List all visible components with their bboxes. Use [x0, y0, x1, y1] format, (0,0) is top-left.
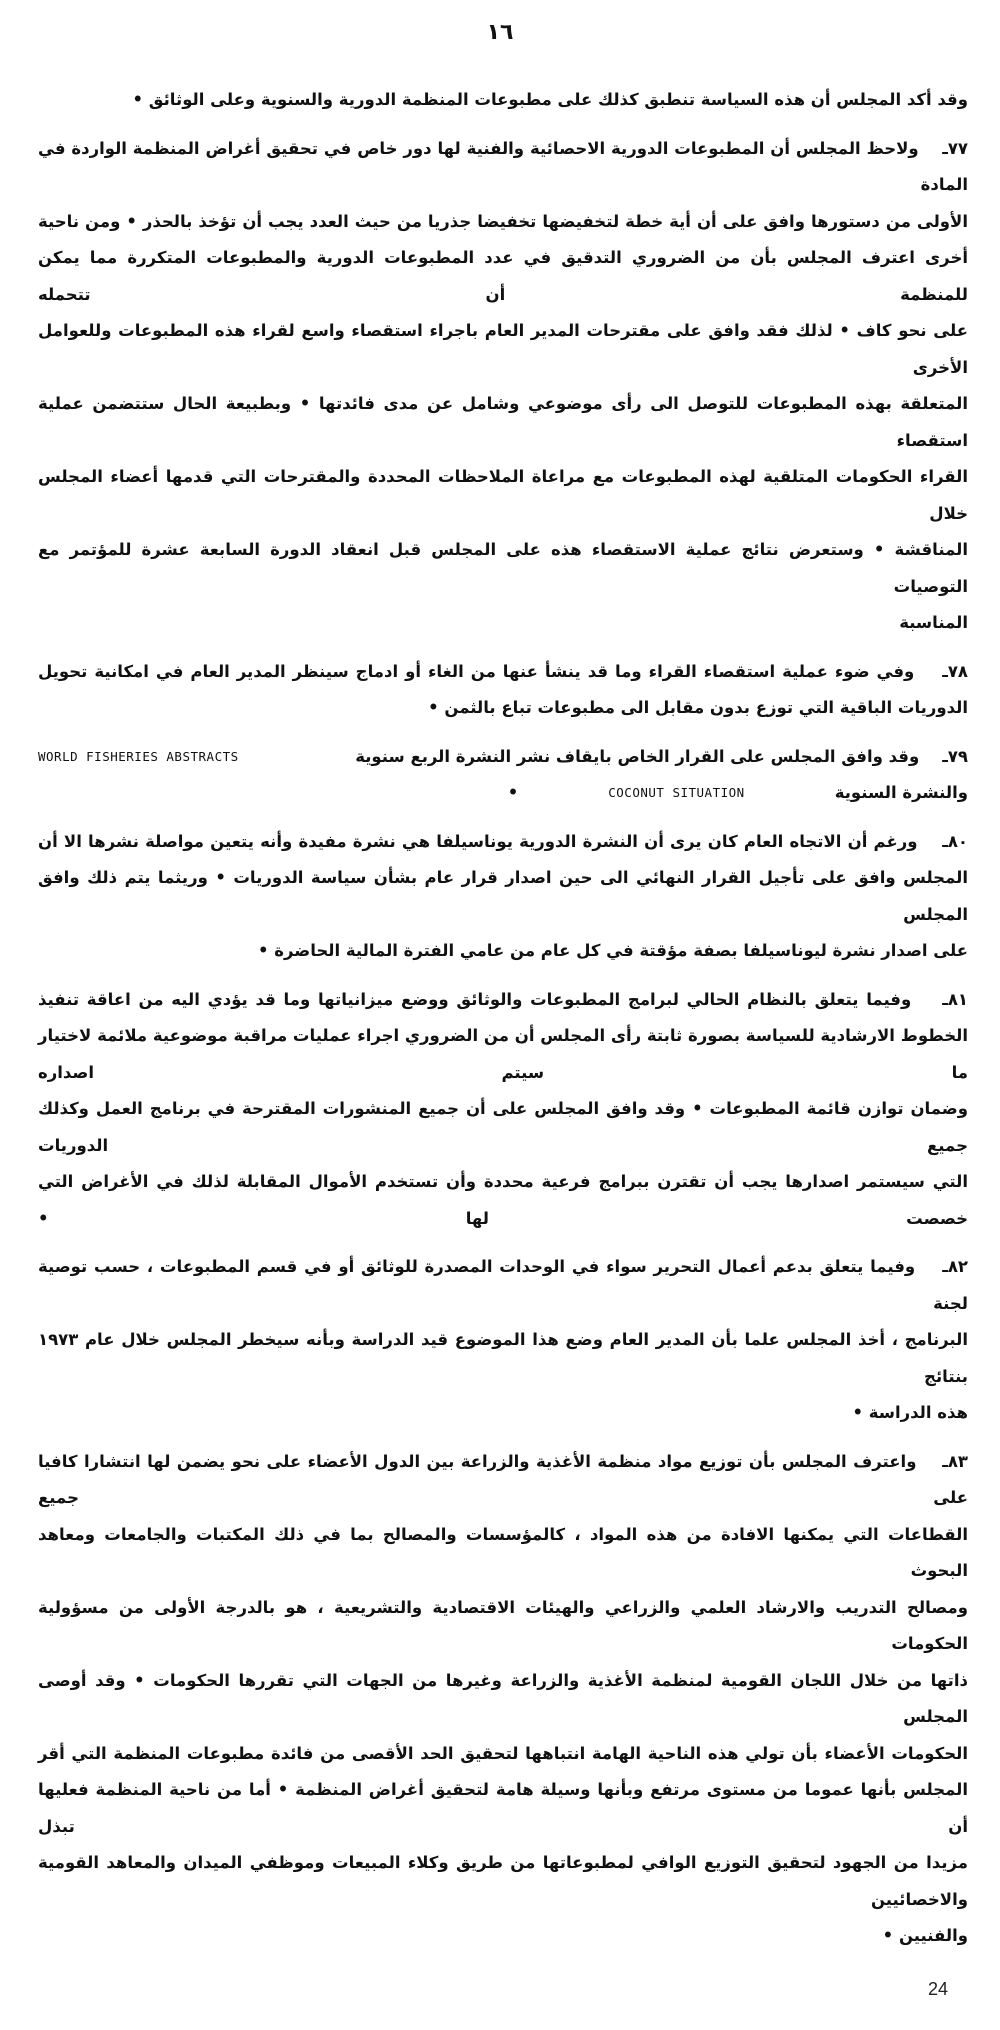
paragraph-number: ٨١ـ: [942, 989, 968, 1009]
text-run: والنشرة السنوية: [834, 783, 968, 802]
page-number-top: ١٦: [486, 20, 514, 45]
text-run: ولاحظ المجلس أن المطبوعات الدورية الاحصائية والفنية لها دور خاص في تحقيق أغراض المنظمة الواردة في المادة: [38, 138, 968, 194]
paragraph-79: [38, 739, 968, 812]
text-line: المتعلقة بهذه المطبوعات للتوصل الى رأى موضوعي وشامل عن مدى فائدتها • وبطبيعة الحال ستتضمن عملية استقصاء: [38, 394, 968, 450]
text-line: والفنيين •: [882, 1926, 968, 1945]
paragraph-number: ٧٨ـ: [942, 661, 968, 681]
text-line: على اصدار نشرة ليوناسيلفا بصفة مؤقتة في كل عام من عامي الفترة المالية الحاضرة •: [257, 941, 968, 960]
text-line: المناقشة • وستعرض نتائج عملية الاستقصاء هذه على المجلس قبل انعقاد الدورة السابعة عشرة للمؤتمر مع التوصيات: [38, 540, 968, 596]
text-run: [355, 739, 968, 776]
text-line: وضمان توازن قائمة المطبوعات • وقد وافق المجلس على أن جميع المنشورات المقترحة في برنامج العمل وكذلك جميع الدوريات: [38, 1099, 968, 1155]
text-line: [38, 739, 968, 776]
page-number-bottom: 24: [927, 1978, 948, 1999]
text-line: وقد أكد المجلس أن هذه السياسة تنطبق كذلك على مطبوعات المنظمة الدورية والسنوية وعلى الوثائق •: [132, 90, 968, 109]
paragraph-number: ٨٢ـ: [942, 1257, 968, 1276]
paragraph-83: [38, 1444, 968, 1955]
text-line: القراء الحكومات المتلقية لهذه المطبوعات مع مراعاة الملاحظات المحددة والمقترحات التي قدمها أعضاء المجلس خلال: [38, 467, 968, 523]
text-line: الخطوط الارشادية للسياسة بصورة ثابتة رأى المجلس أن من الضروري اجراء عمليات مراقبة موضوعية ملائمة لاختيار ما سيتم اصداره: [38, 1026, 968, 1082]
paragraph-intro: [38, 82, 968, 119]
text-line: على نحو كاف • لذلك فقد وافق على مقترحات المدير العام باجراء استقصاء واسع لقراء هذه المطبوعات وللعوامل الأخرى: [38, 321, 968, 377]
text-line: المجلس بأنها عموما من مستوى مرتفع وبأنها وسيلة هامة لتحقيق أغراض المنظمة • أما من ناحية المنظمة فعليها أن تبذل: [38, 1780, 968, 1836]
paragraph-78: [38, 654, 968, 727]
text-run: وقد وافق المجلس على القرار الخاص بايقاف نشر النشرة الربع سنوية: [355, 746, 920, 766]
full-stop: •: [507, 783, 519, 802]
paragraph-number: ٧٧ـ: [942, 138, 968, 158]
text-line: الحكومات الأعضاء بأن تولي هذه الناحية الهامة انتباهها لتحقيق الحد الأقصى من فائدة مطبوعات المنظمة التي أقر: [38, 1743, 968, 1763]
publication-title-coconut-situation: COCONUT SITUATION: [608, 785, 745, 800]
text-line: [38, 982, 968, 1019]
text-line: أخرى اعترف المجلس بأن من الضروري التدقيق في عدد المطبوعات الدورية والمطبوعات المتكررة مما يمكن للمنظمة أن تتحمله: [38, 248, 968, 304]
text-line: المناسبة: [899, 613, 968, 632]
text-run: وفيما يتعلق بدعم أعمال التحرير سواء في الوحدات المصدرة للوثائق أو في قسم المطبوعات ، حسب توصية لجنة: [38, 1257, 968, 1313]
text-line: المجلس وافق على تأجيل القرار النهائي الى حين اصدار قرار عام بشأن سياسة الدوريات • وريثما يتم ذلك وافق المجلس: [38, 868, 968, 924]
text-line: [38, 775, 968, 812]
text-line: [38, 654, 968, 691]
paragraph-number: ٧٩ـ: [942, 746, 968, 766]
text-line: التي سيستمر اصدارها يجب أن تقترن ببرامج فرعية محددة وأن تستخدم الأموال المقابلة لذلك في الأغراض التي خصصت لها •: [38, 1172, 968, 1228]
text-line: [38, 1444, 968, 1517]
text-line: الدوريات الباقية التي توزع بدون مقابل الى مطبوعات تباع بالثمن •: [428, 698, 968, 717]
paragraph-number: ٨٣ـ: [942, 1451, 969, 1471]
text-line: مزيدا من الجهود لتحقيق التوزيع الوافي لمطبوعاتها من طريق وكلاء المبيعات وموظفي الميدان والمعاهد القومية والاخصائيين: [38, 1853, 968, 1909]
document-body: [38, 82, 968, 1955]
text-line: ومصالح التدريب والارشاد العلمي والزراعي والهيئات الاقتصادية والتشريعية ، هو بالدرجة الأولى من مسؤولية الحكومات: [38, 1597, 968, 1653]
text-run: واعترف المجلس بأن توزيع مواد منظمة الأغذية والزراعة بين الدول الأعضاء على نحو يضمن لها انتشارا كافيا على جميع: [38, 1451, 968, 1507]
text-run: ورغم أن الاتجاه العام كان يرى أن النشرة الدورية يوناسيلفا هي نشرة مفيدة وأنه يتعين مواصلة نشرها الا أن: [38, 831, 918, 851]
text-line: البرنامج ، أخذ المجلس علما بأن المدير العام وضع هذا الموضوع قيد الدراسة وبأنه سيخطر المجلس خلال عام ١٩٧٣ بنتائج: [38, 1330, 968, 1386]
text-run: وفي ضوء عملية استقصاء القراء وما قد ينشأ عنها من الغاء أو ادماج سينظر المدير العام في امكانية تحويل: [38, 661, 915, 681]
text-line: ذاتها من خلال اللجان القومية لمنظمة الأغذية والزراعة وغيرها من الجهات التي تقررها الحكومات • وقد أوصى المجلس: [38, 1670, 968, 1726]
text-run: وفيما يتعلق بالنظام الحالي لبرامج المطبوعات والوثائق ووضع ميزانياتها وما قد يؤدي اليه من اعاقة تنفيذ: [38, 989, 912, 1009]
text-line: هذه الدراسة •: [852, 1403, 968, 1422]
paragraph-81: [38, 982, 968, 1238]
text-line: القطاعات التي يمكنها الافادة من هذه المواد ، كالمؤسسات والمصالح بما في ذلك المكتبات والجامعات ومعاهد البحوث: [38, 1524, 968, 1580]
paragraph-number: ٨٠ـ: [942, 831, 968, 851]
paragraph-82: [38, 1249, 968, 1432]
text-line: [38, 1249, 968, 1322]
text-line: [38, 131, 968, 204]
publication-title-world-fisheries-abstracts: WORLD FISHERIES ABSTRACTS: [38, 748, 239, 764]
paragraph-77: [38, 131, 968, 642]
text-line: [38, 824, 968, 861]
paragraph-80: [38, 824, 968, 970]
text-line: الأولى من دستورها وافق على أن أية خطة لتخفيضها تخفيضا جذريا من حيث العدد يجب أن تؤخذ بالحذر • ومن ناحية: [38, 211, 968, 231]
